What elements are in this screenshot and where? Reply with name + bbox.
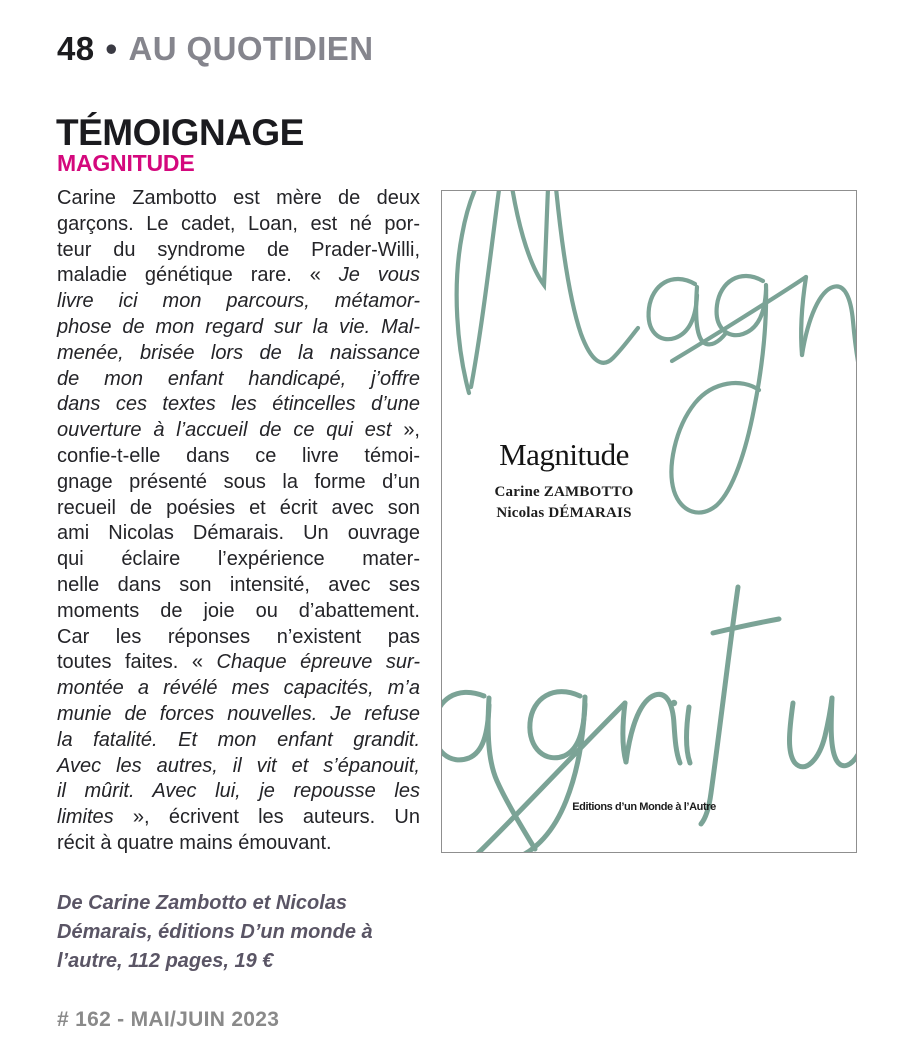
article-title: MAGNITUDE — [57, 150, 195, 176]
body-line: limites », écrivent les auteurs. Un — [57, 806, 420, 829]
book-publisher: Editions d’un Monde à l’Autre — [572, 801, 716, 813]
credit-line: l’autre, 112 pages, 19 € — [57, 950, 274, 972]
body-line: ami Nicolas Démarais. Un ouvrage — [57, 522, 420, 545]
body-line: Car les réponses n’existent pas — [57, 625, 420, 648]
body-line: récit à quatre mains émouvant. — [57, 831, 332, 854]
body-line: teur du syndrome de Prader-Willi, — [57, 238, 420, 261]
body-line: nelle dans son intensité, avec ses — [57, 573, 420, 596]
article-body — [57, 186, 420, 857]
book-authors — [470, 482, 658, 524]
issue-info: # 162 - MAI/JUIN 2023 — [57, 1008, 280, 1031]
credit-line: De Carine Zambotto et Nicolas — [57, 892, 348, 914]
book-author: Nicolas DÉMARAIS — [496, 505, 632, 521]
body-line: la fatalité. Et mon enfant grandit. — [57, 728, 420, 751]
body-line: gnage présenté sous la forme d’un — [57, 470, 420, 493]
body-line: moments de joie ou d’abattement. — [57, 599, 420, 622]
book-title: Magnitude — [499, 437, 629, 472]
credit-line: Démarais, éditions D’un monde à — [57, 921, 373, 943]
body-line: menée, brisée lors de la naissance — [57, 341, 420, 364]
body-line: Avec les autres, il vit et s’épanouit, — [57, 754, 420, 777]
body-line: ouverture à l’accueil de ce qui est », — [57, 419, 420, 442]
body-line: Carine Zambotto est mère de deux — [57, 187, 420, 209]
body-line: de mon enfant handicapé, j’offre — [57, 367, 420, 390]
body-line: confie-t-elle dans ce livre témoi- — [57, 444, 420, 467]
section-name: AU QUOTIDIEN — [128, 30, 374, 67]
body-line: livre ici mon parcours, métamor- — [57, 290, 420, 313]
page-number: 48 — [57, 30, 95, 67]
body-line: il mûrit. Avec lui, je repousse les — [57, 780, 420, 803]
separator-dot-icon: • — [105, 30, 118, 67]
article-kicker: TÉMOIGNAGE — [56, 112, 304, 153]
book-cover — [441, 190, 857, 853]
article-credit — [57, 889, 373, 976]
body-line: montée a révélé mes capacités, m’a — [57, 677, 420, 700]
page-footer — [57, 1008, 279, 1032]
body-line: qui éclaire l’expérience mater- — [57, 548, 420, 571]
body-line: maladie génétique rare. « Je vous — [57, 264, 420, 287]
body-line: phose de mon regard sur la vie. Mal- — [57, 315, 420, 338]
body-line: toutes faites. « Chaque épreuve sur- — [57, 651, 421, 674]
book-author: Carine ZAMBOTTO — [494, 484, 634, 500]
page-header — [57, 30, 373, 68]
body-line: recueil de poésies et écrit avec son — [57, 496, 420, 519]
body-line: garçons. Le cadet, Loan, est né por- — [57, 212, 420, 235]
body-line: munie de forces nouvelles. Je refuse — [57, 702, 420, 725]
body-line: dans ces textes les étincelles d’une — [57, 393, 420, 416]
